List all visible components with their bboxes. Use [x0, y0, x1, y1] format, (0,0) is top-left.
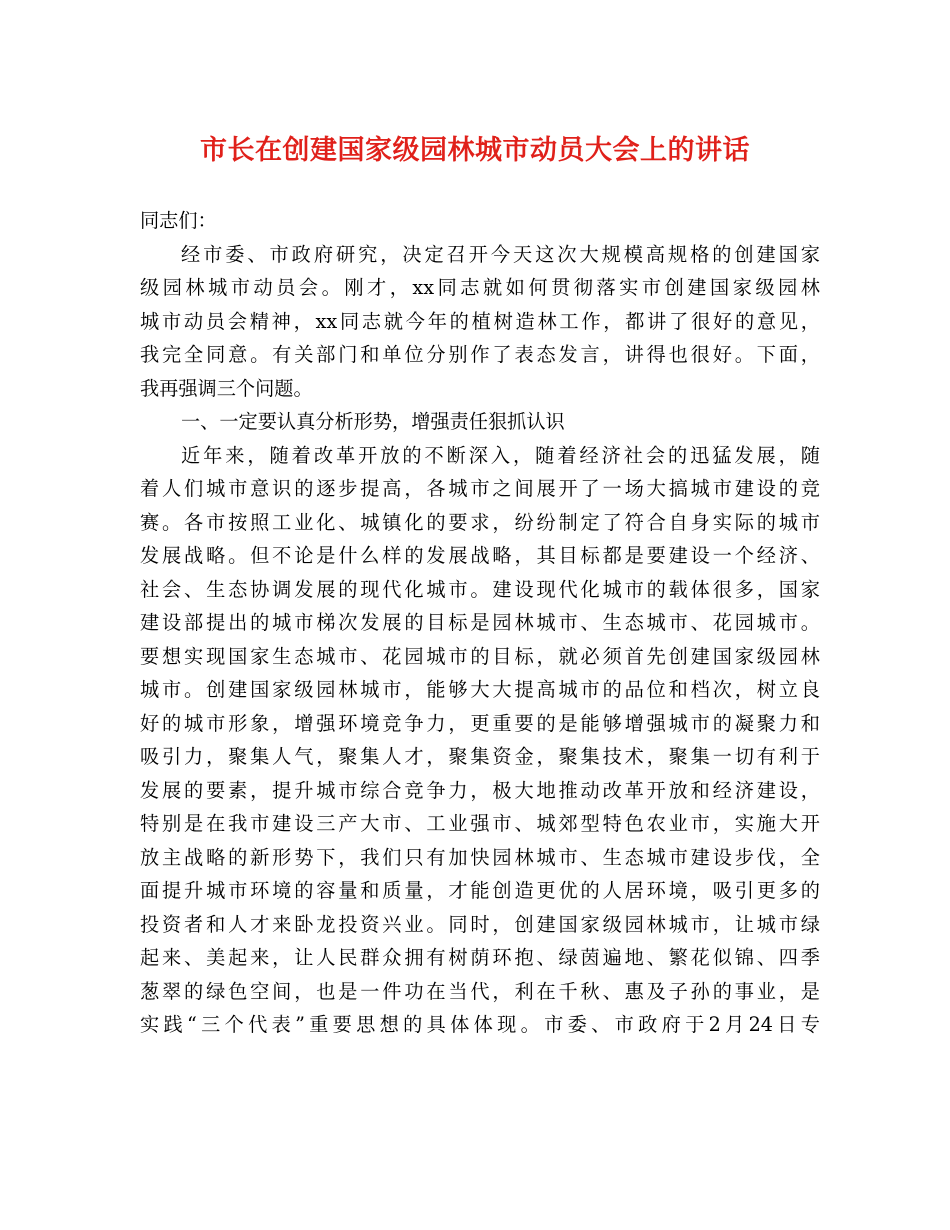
text-line: 投资者和人才来卧龙投资兴业。同时，创建国家级园林城市，让城市绿 [140, 912, 820, 936]
text-line: 着人们城市意识的逐步提高，各城市之间展开了一场大搞城市建设的竞 [140, 477, 820, 500]
text-line: 发展战略。但不论是什么样的发展战略，其目标都是要建设一个经济、 [140, 544, 820, 567]
text-line: 级园林城市动员会。刚才，xx同志就如何贯彻落实市创建国家级园林 [140, 276, 820, 299]
text-line: 面提升城市环境的容量和质量，才能创造更优的人居环境，吸引更多的 [140, 879, 820, 902]
text-line: 实践“三个代表”重要思想的具体体现。市委、市政府于2月24日专 [140, 1013, 820, 1036]
text-line: 葱翠的绿色空间，也是一件功在当代，利在千秋、惠及子孙的事业，是 [140, 979, 820, 1003]
text-line: 一、一定要认真分析形势，增强责任狠抓认识 [181, 410, 565, 433]
text-line: 我再强调三个问题。 [140, 376, 313, 400]
text-line: 经市委、市政府研究，决定召开今天这次大规模高规格的创建国家 [181, 242, 820, 266]
text-line: 吸引力，聚集人气，聚集人才，聚集资金，聚集技术，聚集一切有利于 [140, 745, 820, 768]
document-title: 市长在创建国家级园林城市动员大会上的讲话 [200, 135, 750, 166]
text-line: 特别是在我市建设三产大市、工业强市、城郊型特色农业市，实施大开 [140, 812, 820, 835]
text-line: 发展的要素，提升城市综合竞争力，极大地推动改革开放和经济建设， [140, 778, 820, 802]
text-line: 放主战略的新形势下，我们只有加快园林城市、生态城市建设步伐，全 [140, 845, 820, 869]
document-body [140, 204, 820, 1042]
paragraph-body [140, 439, 820, 1042]
text-line: 社会、生态协调发展的现代化城市。建设现代化城市的载体很多，国家 [140, 577, 820, 601]
paragraph-intro [140, 238, 820, 406]
text-line: 起来、美起来，让人民群众拥有树荫环抱、绿茵遍地、繁花似锦、四季 [140, 946, 820, 969]
text-line: 好的城市形象，增强环境竞争力，更重要的是能够增强城市的凝聚力和 [140, 711, 820, 735]
text-line: 我完全同意。有关部门和单位分别作了表态发言，讲得也很好。下面， [140, 343, 820, 366]
text-line: 近年来，随着改革开放的不断深入，随着经济社会的迅猛发展，随 [181, 443, 820, 467]
text-line: 城市。创建国家级园林城市，能够大大提高城市的品位和档次，树立良 [140, 678, 820, 701]
text-line: 赛。各市按照工业化、城镇化的要求，纷纷制定了符合自身实际的城市 [140, 510, 820, 534]
salutation: 同志们： [140, 209, 217, 232]
text-line: 要想实现国家生态城市、花园城市的目标，就必须首先创建国家级园林 [140, 644, 820, 668]
text-line: 城市动员会精神，xx同志就今年的植树造林工作，都讲了很好的意见， [140, 309, 820, 333]
text-line: 建设部提出的城市梯次发展的目标是园林城市、生态城市、花园城市。 [140, 611, 820, 634]
section-heading [140, 405, 820, 439]
